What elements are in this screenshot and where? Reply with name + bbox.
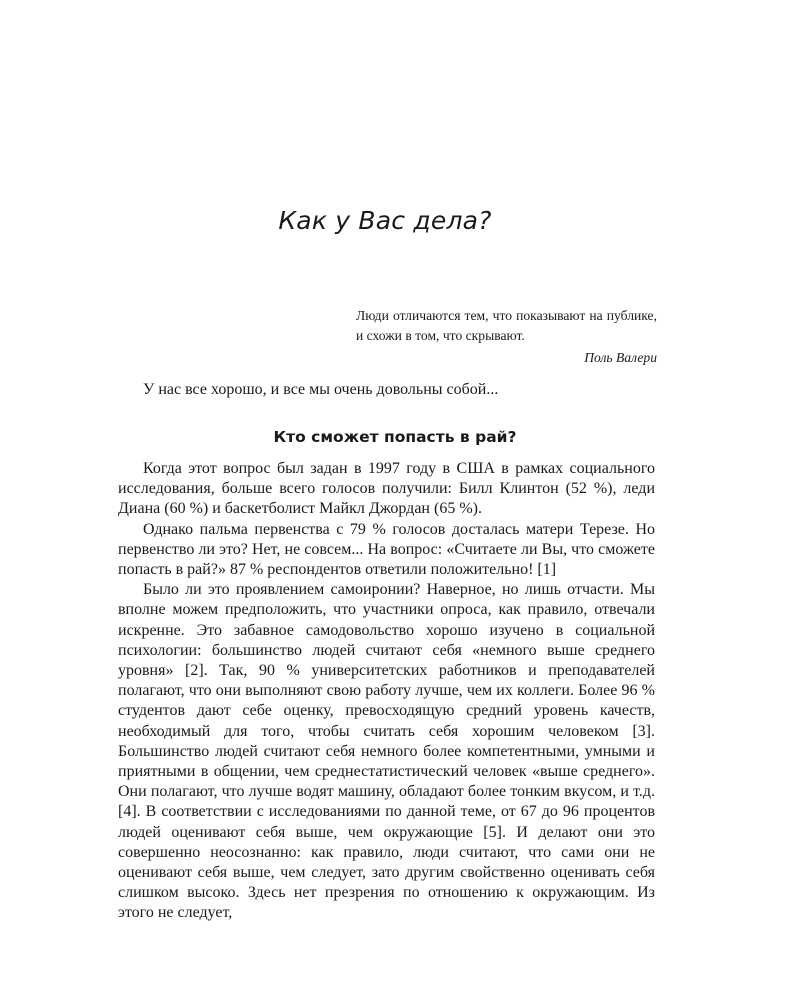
intro-line: У нас все хорошо, и все мы очень довольны собой... <box>143 381 499 398</box>
epigraph-quote: Люди отличаются тем, что показывают на публике, и схожи в том, что скрывают. <box>356 308 657 343</box>
section-heading: Кто сможет попасть в рай? <box>273 428 517 446</box>
epigraph-author: Поль Валери <box>584 350 657 365</box>
paragraph: Было ли это проявлением самоиронии? Наверное, но лишь отчасти. Мы вполне можем предположить, что участники опроса, как правило, отвечали искренне. Это забавное самодовольство хорошо изучено в социальной психологии: большинство людей считают себя «немного выше среднего уровня» [2]. Так, 90 % университетских работников и преподавателей полагают, что они выполняют свою работу лучше, чем их коллеги. Более 96 % студентов дают себе оценку, превосходящую средний уровень качеств, необходимый для того, чтобы считать себя хорошим человеком [3]. Большинство людей считают себя немного более компетентными, умными и приятными в общении, чем среднестатистический человек «выше среднего». Они полагают, что лучше водят машину, обладают более тонким вкусом, и т.д. [4]. В соответствии с исследованиями по данной теме, от 67 до 96 процентов людей оценивают себя выше, чем окружающие [5]. И делают они это совершенно неосознанно: как правило, люди считают, что сами они не оценивают себя выше, чем следует, зато другим свойственно оценивать себя слишком высоко. Здесь нет презрения по отношению к окружающим. Из этого не следует, <box>118 581 655 922</box>
chapter-title: Как у Вас дела? <box>278 206 492 235</box>
paragraph: Однако пальма первенства с 79 % голосов досталась матери Терезе. Но первенство ли это? Нет, не совсем... На вопрос: «Считаете ли Вы, что сможете попасть в рай?» 87 % респондентов ответили положительно! [1] <box>118 520 655 579</box>
paragraph: Когда этот вопрос был задан в 1997 году в США в рамках социального исследования, больше всего голосов получили: Билл Клинтон (52 %), леди Диана (60 %) и баскетболист Майкл Джордан (65 %). <box>118 460 655 518</box>
section-body <box>118 459 655 924</box>
